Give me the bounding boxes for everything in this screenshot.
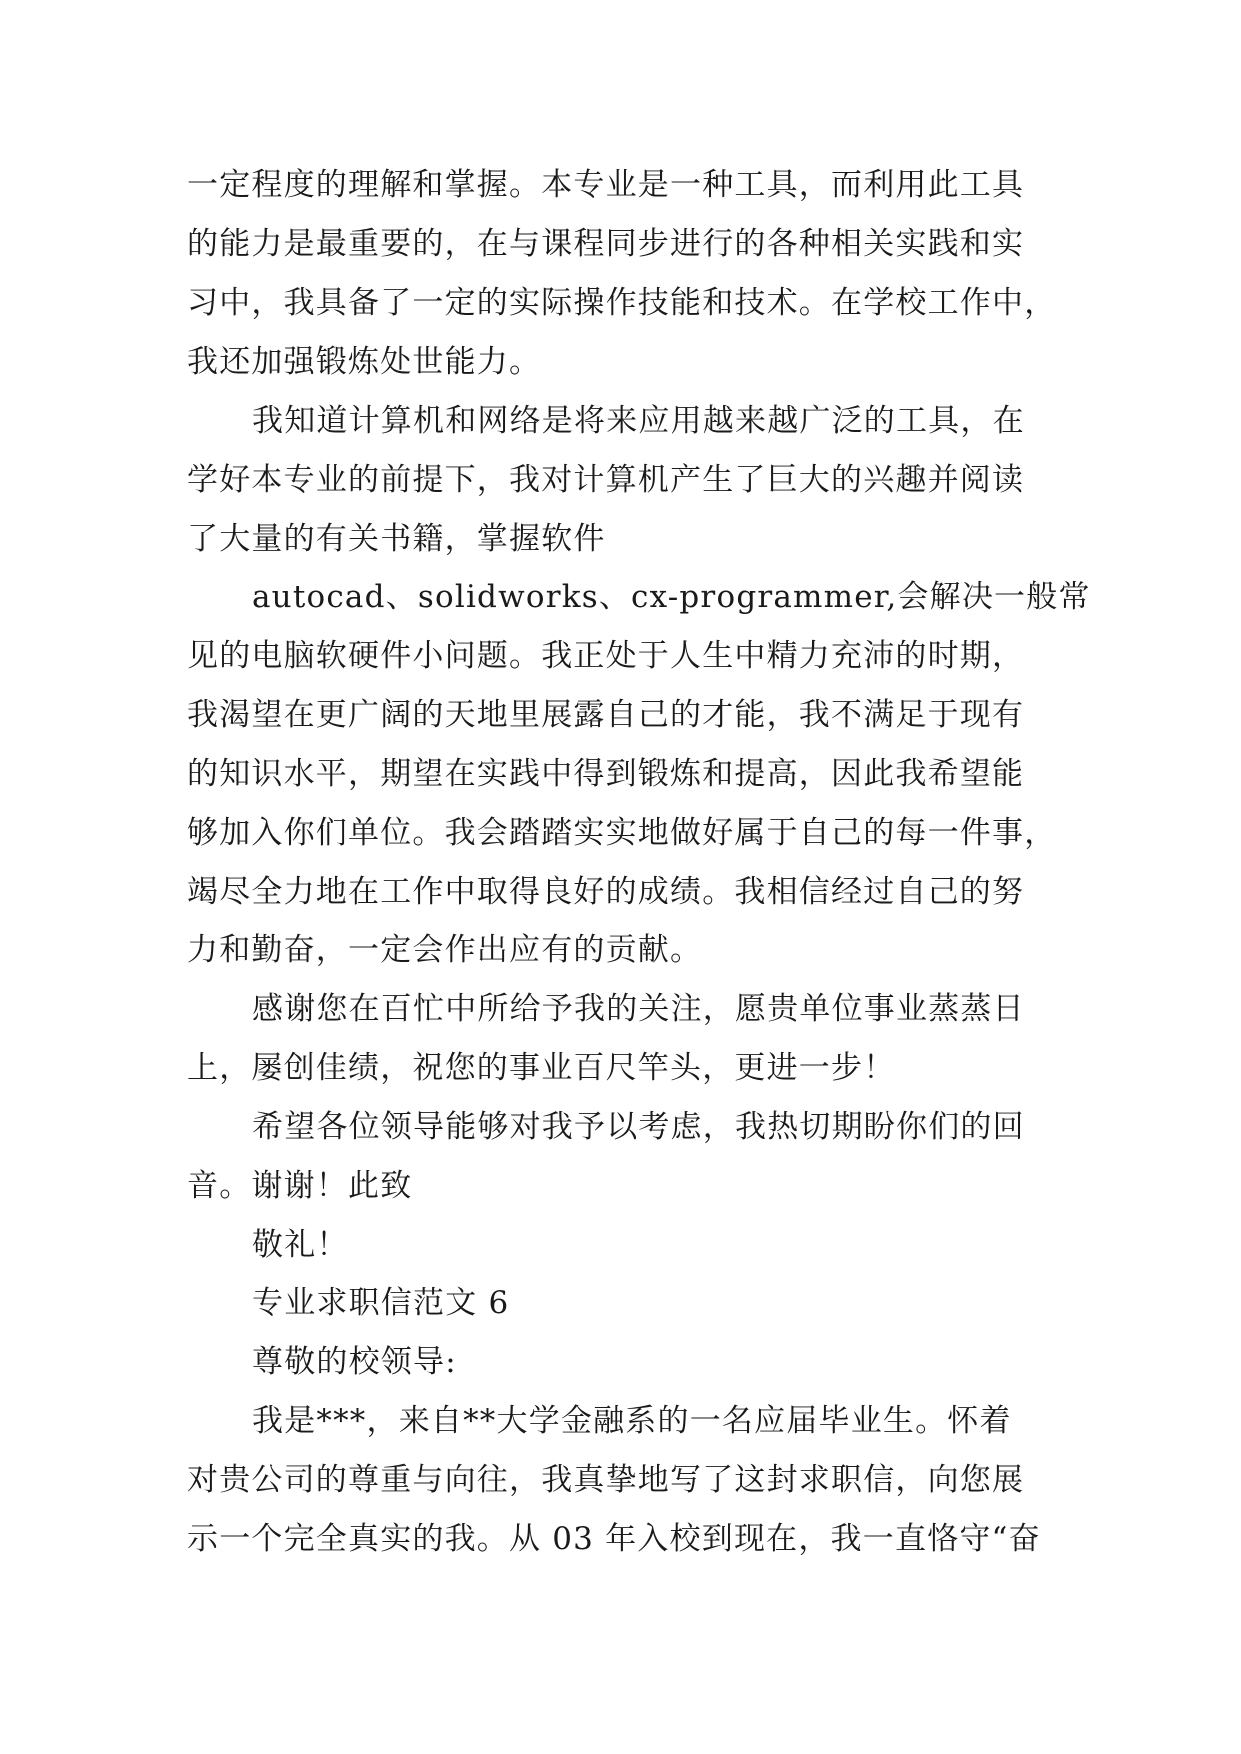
text-line: 我是***，来自**大学金融系的一名应届毕业生。怀着: [252, 1403, 1012, 1439]
text-line: 习中，我具备了一定的实际操作技能和技术。在学校工作中，: [187, 285, 1057, 321]
text-line: 感谢您在百忙中所给予我的关注，愿贵单位事业蒸蒸日: [252, 991, 1025, 1027]
text-line: 上，屡创佳绩，祝您的事业百尺竿头，更进一步！: [187, 1050, 896, 1086]
text-line: 对贵公司的尊重与向往，我真挚地写了这封求职信，向您展: [187, 1462, 1025, 1498]
closing-salutation: 敬礼！: [252, 1227, 349, 1263]
text-line: 学好本专业的前提下，我对计算机产生了巨大的兴趣并阅读: [187, 462, 1025, 498]
text-line: 的能力是最重要的，在与课程同步进行的各种相关实践和实: [187, 226, 1025, 262]
text-line: 一定程度的理解和掌握。本专业是一种工具，而利用此工具: [187, 167, 1025, 203]
section-heading: 专业求职信范文 6: [252, 1285, 510, 1321]
text-line: 我渴望在更广阔的天地里展露自己的才能，我不满足于现有: [187, 697, 1025, 733]
text-line: 见的电脑软硬件小问题。我正处于人生中精力充沛的时期，: [187, 638, 1025, 674]
text-line: 了大量的有关书籍，掌握软件: [187, 521, 606, 557]
text-line: autocad、solidworks、cx-programmer,会解决一般常: [252, 579, 1091, 615]
text-line: 音。谢谢！此致: [187, 1168, 413, 1204]
text-line: 力和勤奋，一定会作出应有的贡献。: [187, 932, 703, 968]
text-line: 希望各位领导能够对我予以考虑，我热切期盼你们的回: [252, 1109, 1025, 1145]
text-line: 的知识水平，期望在实践中得到锻炼和提高，因此我希望能: [187, 756, 1025, 792]
text-line: 够加入你们单位。我会踏踏实实地做好属于自己的每一件事，: [187, 815, 1057, 851]
text-line: 示一个完全真实的我。从 03 年入校到现在，我一直恪守“奋: [187, 1521, 1041, 1557]
text-line: 竭尽全力地在工作中取得良好的成绩。我相信经过自己的努: [187, 874, 1025, 910]
text-line: 我知道计算机和网络是将来应用越来越广泛的工具，在: [252, 403, 1025, 439]
text-line: 我还加强锻炼处世能力。: [187, 344, 542, 380]
letter-greeting: 尊敬的校领导:: [252, 1344, 457, 1380]
